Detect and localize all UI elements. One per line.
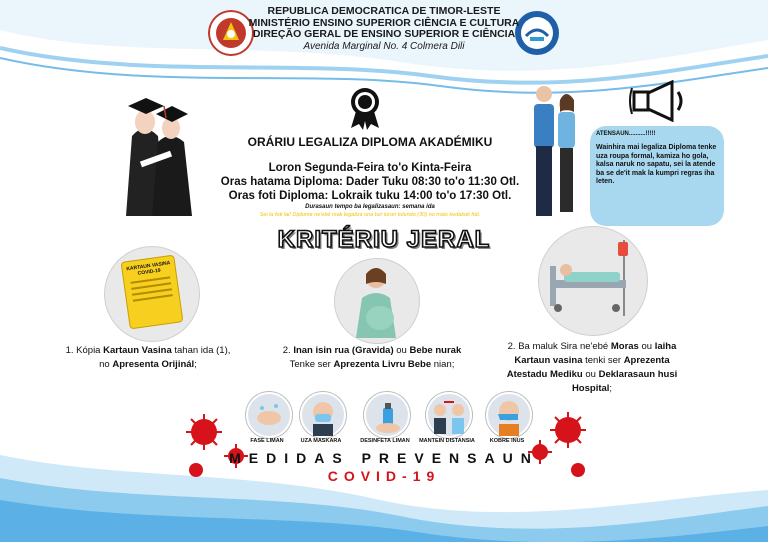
criterion-1-text-b: tahan ida (1),	[171, 345, 231, 356]
criterion-2-bold-c: Aprezenta Livru Bebe	[333, 359, 432, 370]
schedule-pick-up: Oras foti Diploma: Lokraik tuku 14:00 to'o 17:30 Otl.	[228, 190, 512, 202]
prevention-label-3: DESINFETA LIMAN	[360, 438, 410, 444]
prevention-label-4: MANTEIN DISTANSIA	[419, 438, 475, 444]
schedule-hand-in: Oras hatama Diploma: Dader Tuku 08:30 to'o 11:30 Otl.	[220, 176, 520, 188]
criterion-1-text-a: 1. Kópia	[65, 345, 104, 356]
prevention-label-1: FASE LIMAN	[250, 438, 284, 444]
criterion-3-bold-d: Aprezenta	[623, 355, 670, 366]
criterion-3-bold-c: Kartaun vasina	[514, 355, 583, 366]
criterion-2-bold-b: Bebe nurak	[409, 345, 462, 356]
attention-text: Wainhira mai legaliza Diploma tenke uza roupa formal, kamiza ho gola, kalsa naruk no sapatu, sei la atende ba se de'it mak la kumpri regras iha leten.	[596, 144, 717, 186]
criterion-3-bold-a: Moras	[610, 341, 639, 352]
pregnant-woman-illustration	[344, 262, 408, 338]
criterion-2-bold-a: Inan isin rua (Gravida)	[293, 345, 394, 356]
criterion-3	[492, 340, 692, 396]
vaccine-card-illustration	[121, 255, 184, 330]
criterion-2-text-a: 2.	[282, 345, 294, 356]
distance-icon	[426, 392, 472, 438]
header-line-1: REPUBLICA DEMOCRATICA DE TIMOR-LESTE	[267, 5, 501, 17]
mask-icon	[300, 392, 346, 438]
duration-note: Durasaun tempo ba legalizasaun: semana ida	[305, 204, 435, 210]
criterion-3-bold-b: laiha	[654, 341, 677, 352]
header-block	[150, 6, 618, 52]
criterion-3-text-e: ;	[609, 383, 613, 394]
criterion-2-text-b: ou	[393, 345, 410, 356]
criterion-3-bold-g: Hospital	[571, 383, 610, 394]
medal-icon	[347, 86, 383, 130]
vaccine-card-label: KARTAUN VASINA COVID-19	[126, 260, 171, 277]
megaphone-icon	[628, 80, 692, 122]
criterion-3-bold-f: Deklarasaun husi	[598, 369, 678, 380]
criterion-2	[262, 344, 482, 372]
prevention-label-2: UZA MASKARA	[300, 438, 342, 444]
attention-label: ATENSAUN..........!!!!!	[596, 131, 656, 137]
criterion-1-bold-a: Kartaun Vasina	[103, 345, 172, 356]
header-line-3: DIREÇÃO GERAL DE ENSINO SUPERIOR E CIÊNCIA	[252, 28, 516, 40]
handwash-icon	[246, 392, 292, 438]
criterion-1-text-d: ;	[194, 359, 197, 370]
prevention-title: MEDIDAS PREVENSAUN	[229, 450, 539, 466]
criterion-2-text-d: nian;	[431, 359, 455, 370]
criterion-1	[58, 344, 238, 372]
prevention-label-5: KOBRE INUS	[489, 438, 525, 444]
hospital-bed-illustration	[544, 236, 642, 322]
criteria-heading: KRITÉRIU JERAL	[277, 226, 491, 253]
graduates-illustration	[118, 86, 198, 218]
header-line-2: MINISTÉRIO ENSINO SUPERIOR CIÊNCIA E CULTURA	[248, 16, 520, 29]
criterion-3-text-c: tenki ser	[582, 355, 624, 366]
sanitizer-icon	[364, 392, 410, 438]
formal-dress-illustration	[524, 82, 588, 222]
cover-nose-icon	[486, 392, 532, 438]
criterion-1-text-c: no	[99, 359, 113, 370]
pickup-warning: Sei la foti lai! Diploma ne'ebé mak legaliza ona tuir loron tolundo (30) no mais kedakok foti.	[259, 212, 481, 218]
schedule-days: Loron Segunda-Feira to'o Kinta-Feira	[268, 162, 472, 174]
covid-title: COVID-19	[327, 468, 441, 484]
criterion-3-text-d: ou	[582, 369, 599, 380]
criterion-1-bold-b: Apresenta Orijinál	[112, 359, 195, 370]
criterion-2-text-c: Tenke ser	[289, 359, 334, 370]
schedule-block	[205, 161, 535, 219]
criterion-3-text-b: ou	[638, 341, 655, 352]
criterion-3-bold-e: Atestadu Mediku	[506, 369, 583, 380]
criterion-3-text-a: 2. Ba maluk Sira ne'ebé	[507, 341, 611, 352]
notice-title: ORÁRIU LEGALIZA DIPLOMA AKADÉMIKU	[247, 135, 493, 149]
header-address: Avenida Marginal No. 4 Colmera Dili	[303, 40, 465, 52]
